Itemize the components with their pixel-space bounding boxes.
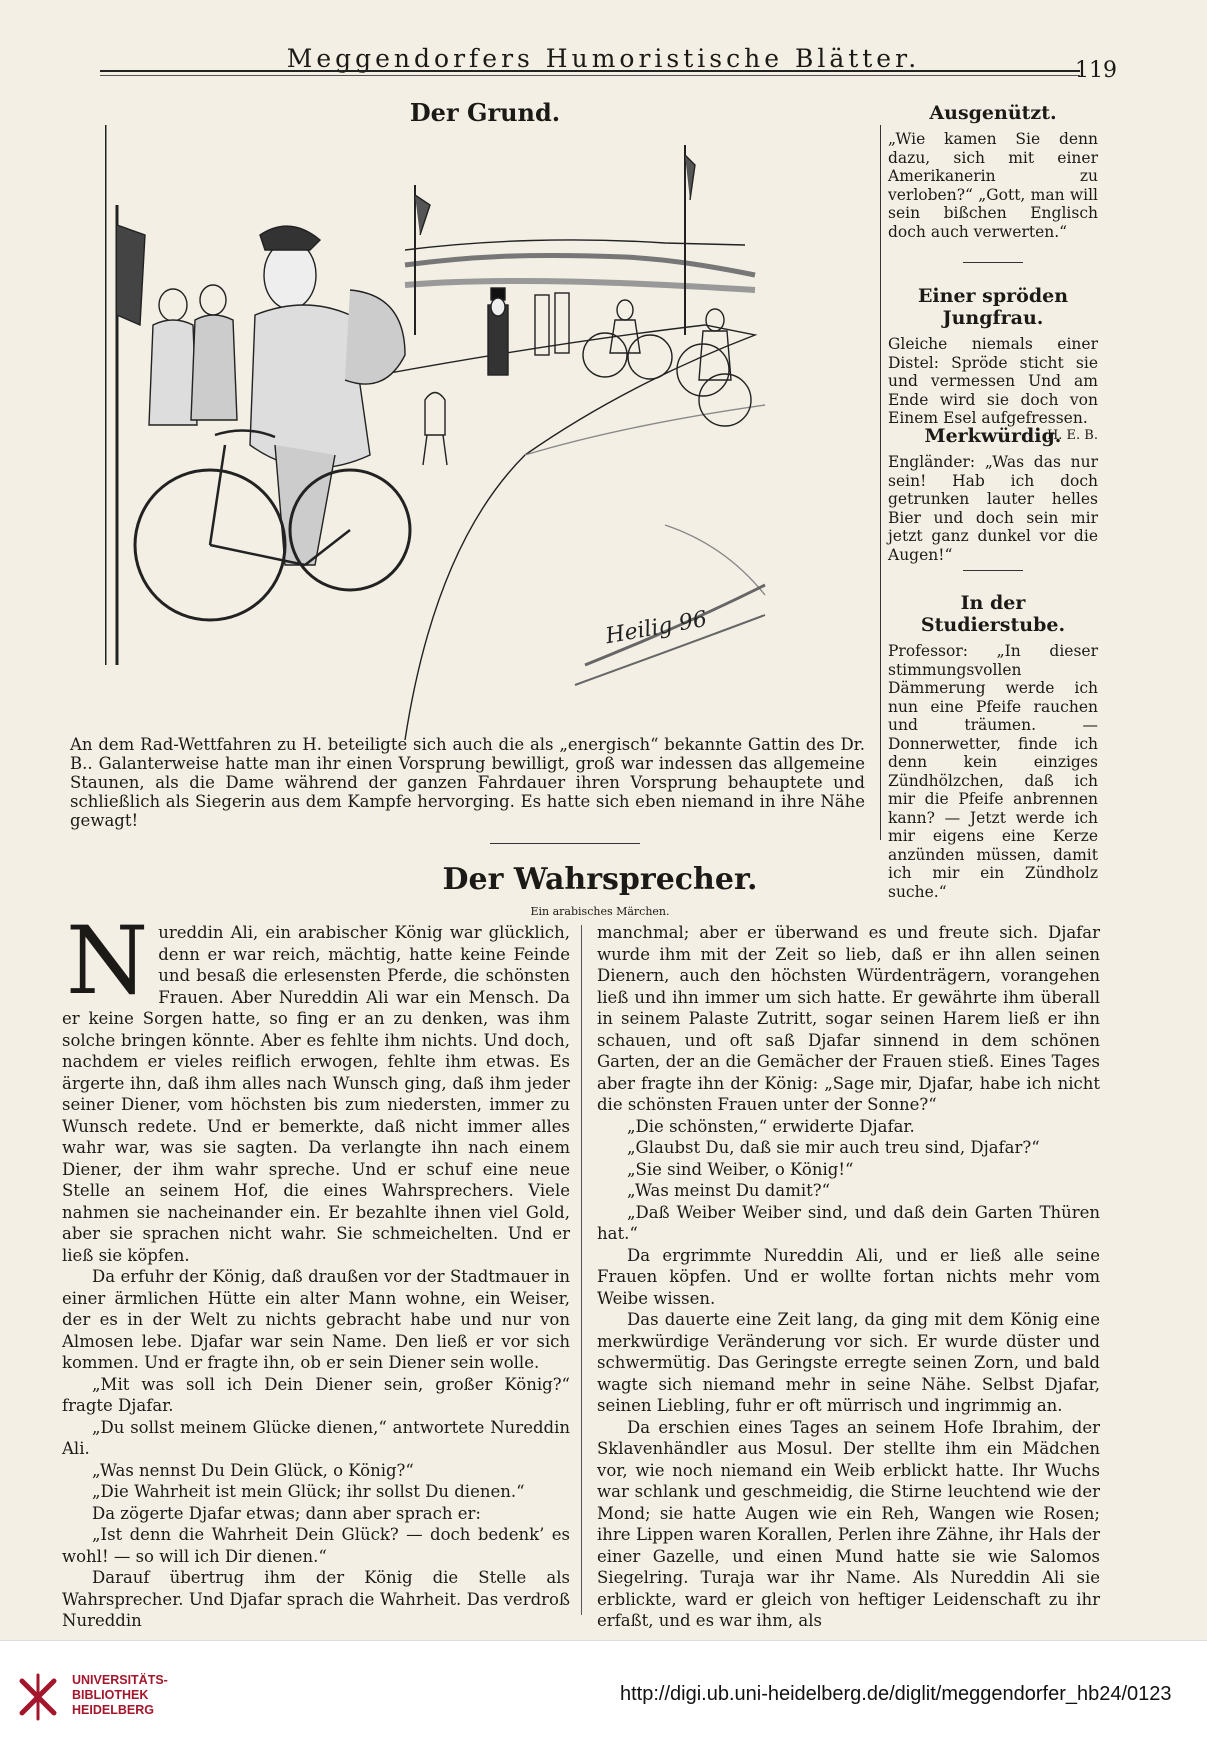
story-title: Der Wahrsprecher. [442, 862, 758, 897]
sidebar-item-merkwuerdig [888, 425, 1098, 564]
university-library-logo-icon[interactable] [12, 1671, 64, 1723]
drop-cap: N [66, 907, 149, 1016]
viewer-footer [0, 1640, 1207, 1744]
sidebar-item-text: Gleiche niemals einer Distel: Spröde sticht sie und vermessen Und am Ende wird sie doch von Einem Esel aufgefressen. [888, 335, 1098, 427]
cycling-race-illustration [105, 125, 865, 740]
sidebar-item-sproede-jungfrau [888, 285, 1098, 443]
section-divider [490, 843, 640, 844]
story-paragraph: „Sie sind Weiber, o König!“ [627, 1159, 854, 1179]
story-paragraph: „Du sollst meinem Glücke dienen,“ antwortete Nureddin Ali. [62, 1417, 570, 1458]
sidebar-item-title: Merkwürdig. [924, 425, 1062, 447]
story-paragraph: „Was meinst Du damit?“ [627, 1181, 831, 1200]
story-paragraph: „Glaubst Du, daß sie mir auch treu sind, Djafar?“ [627, 1138, 1040, 1157]
sidebar-item-title: Einer spröden Jungfrau. [917, 285, 1069, 329]
header-rule-thin [100, 75, 1080, 76]
sidebar-item-studierstube [888, 592, 1098, 901]
story-column-right [597, 922, 1100, 1632]
story-column-left [62, 907, 570, 1632]
sidebar-divider [963, 262, 1023, 263]
page-url-link[interactable]: http://digi.ub.uni-heidelberg.de/diglit/meggendorfer_hb24/0123 [620, 1683, 1172, 1705]
story-paragraph: Da zögerte Djafar etwas; dann aber sprach er: [92, 1503, 481, 1523]
sidebar-divider [963, 570, 1023, 571]
story-paragraph: „Ist denn die Wahrheit Dein Glück? — doch bedenk’ es wohl! — so will ich Dir dienen.“ [62, 1525, 570, 1566]
story-paragraph: „Was nennst Du Dein Glück, o König?“ [92, 1460, 414, 1480]
sidebar-item-title: Ausgenützt. [929, 102, 1057, 124]
story-paragraph: „Die Wahrheit ist mein Glück; ihr sollst Du dienen.“ [92, 1482, 525, 1501]
sidebar-item-text: „Wie kamen Sie denn dazu, sich mit einer Amerikanerin zu verloben?“ „Gott, man will sein bißchen Englisch doch auch verwerten.“ [888, 130, 1098, 241]
story-paragraph: Das dauerte eine Zeit lang, da ging mit dem König eine merkwürdige Veränderung vor sich. Er wurde düster und schwermütig. Das Geringste erregte seinen Zorn, und bald wagte sich niemand mehr in seine Nähe. Selbst Djafar, seinen Liebling, fuhr er oft mürrisch und ingrimmig an. [597, 1310, 1100, 1415]
cartoon-title: Der Grund. [409, 98, 561, 127]
sidebar-item-ausgenuetzt [888, 102, 1098, 241]
story-paragraph: Da erschien eines Tages an seinem Hofe Ibrahim, der Sklavenhändler aus Mosul. Der stellte ihm ein Mädchen vor, wie noch niemand ein Weib erblickt hatte. Ihr Wuchs war schlank und geschmeidig, die Stirne leuchtend wie der Mond; sie hatte Augen wie ein Reh, Wangen wie Rosen; ihre Lippen waren Korallen, Perlen ihre Zähne, ihr Hals der einer Gazelle, und einen Mund hatte sie wie Salomos Siegelring. Turaja war ihr Name. Als Nureddin Ali sie erblickte, ward er gleich von heftiger Leidenschaft zu ihr erfaßt, und es war ihm, als [597, 1417, 1100, 1630]
header-rule [100, 70, 1080, 72]
running-head: Meggendorfers Humoristische Blätter. [286, 44, 921, 73]
sidebar-item-signature: H. E. B. [1046, 427, 1098, 443]
cartoon-caption: An dem Rad-Wettfahren zu H. beteiligte sich auch die als „energisch“ bekannte Gattin des Dr. B.. Galanterweise hatte man ihr einen Vorsprung bewilligt, groß war indessen das allgemeine Staunen, als die Dame während der ganzen Fahrdauer ihren Vorsprung behauptete und schließlich als Siegerin aus dem Kampfe hervorging. Es hatte sich eben niemand in ihre Nähe gewagt! [70, 735, 865, 830]
story-paragraph: „Die schönsten,“ erwiderte Djafar. [627, 1116, 915, 1136]
story-paragraph: „Daß Weiber Weiber sind, und daß dein Garten Thüren hat.“ [597, 1202, 1100, 1243]
story-paragraph: ureddin Ali, ein arabischer König war glücklich, denn er war reich, mächtig, hatte keine Feinde und besaß die erlesensten Pferde, die schönsten Frauen. Aber Nureddin Ali war ein Mensch. Da er keine Sorgen hatte, so fing er an zu denken, was ihm solche bringen könnte. Aber es fehlte ihm nichts. Und doch, nachdem er vieles reiflich erwogen, fehlte ihm etwas. Es ärgerte ihn, daß ihm alles nach Wunsch ging, daß ihm jeder seiner Diener, vom höchsten bis zum niedersten, immer zu Wunsch redete. Und er bemerkte, daß nicht immer alles wahr war, was sie sagten. Da verlangte ihn nach einem Diener, der ihm wahr spreche. Und er schuf eine neue Stelle an seinem Hof, die eines Wahrsprechers. Viele nahmen sie nacheinander ein. Er bezahlte ihnen viel Gold, aber sie sprachen nicht wahr. Sie schmeichelten. Und er ließ sie köpfen. [62, 923, 570, 1265]
column-rule [581, 925, 582, 1615]
sidebar-item-text: Professor: „In dieser stimmungsvollen Dämmerung werde ich nun eine Pfeife rauchen und träumen. — Donnerwetter, finde ich denn kein einziges Zündhölzchen, daß ich mir die Pfeife anbrennen kann? — Jetzt werde ich mir eigens eine Kerze anzünden müssen, damit ich mir ein Zündholz suche.“ [888, 642, 1098, 901]
story-paragraph: Da ergrimmte Nureddin Ali, und er ließ alle seine Frauen köpfen. Und er wollte fortan nichts mehr vom Weibe wissen. [597, 1245, 1100, 1308]
story-paragraph: Darauf übertrug ihm der König die Stelle als Wahrsprecher. Und Djafar sprach die Wahrheit. Das verdroß Nureddin [62, 1568, 570, 1630]
story-paragraph: Da erfuhr der König, daß draußen vor der Stadtmauer in einer ärmlichen Hütte ein alter Mann wohne, ein Weiser, der es in der Welt zu nichts gebracht habe und nur von Almosen lebe. Djafar war sein Name. Den ließ er vor sich kommen. Und er fragte ihn, ob er sein Diener sein wolle. [62, 1267, 570, 1372]
artist-signature: Heilig 96 [603, 606, 709, 650]
story-paragraph: „Mit was soll ich Dein Diener sein, großer König?“ fragte Djafar. [62, 1374, 570, 1415]
sidebar-item-title: In der Studierstube. [920, 592, 1066, 636]
sidebar-item-text: Engländer: „Was das nur sein! Hab ich doch getrunken lauter helles Bier und doch sein mir jetzt ganz dunkel vor die Augen!“ [888, 453, 1098, 564]
story-subtitle: Ein arabisches Märchen. [530, 905, 670, 918]
story-paragraph: manchmal; aber er überwand es und freute sich. Djafar wurde ihm mit der Zeit so lieb, daß er ihn allen seinen Dienern, auch den höchsten Würdenträgern, vorangehen ließ und ihn immer um sich hatte. Er gewährte ihm überall in seinem Palaste Zutritt, sogar seinen Harem ließ er ihn schauen, und oft saß Djafar sinnend in dem schönen Garten, der an die Gemächer der Frauen stieß. Eines Tages aber fragte ihn der König: „Sage mir, Djafar, habe ich nicht die schönsten Frauen unter der Sonne?“ [597, 923, 1100, 1114]
sidebar-rule [880, 125, 881, 840]
page-number: 119 [1075, 58, 1117, 83]
library-name[interactable]: UNIVERSITÄTS- BIBLIOTHEK HEIDELBERG [72, 1673, 168, 1717]
